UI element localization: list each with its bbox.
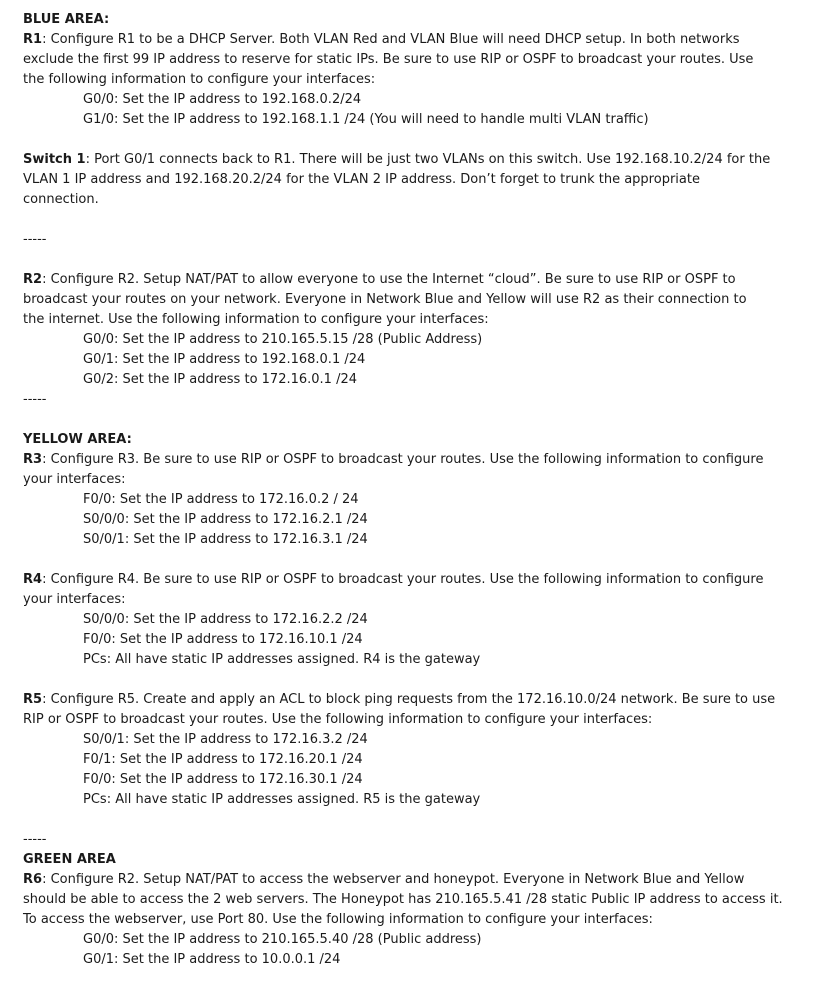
switch1-paragraph-line-3: connection. <box>23 192 99 207</box>
r1-interface-g0-0: G0/0: Set the IP address to 192.168.0.2/24 <box>83 92 362 107</box>
r6-paragraph-line-1: R6: Configure R2. Setup NAT/PAT to access the webserver and honeypot. Everyone in Network Blue and Yellow <box>23 872 745 887</box>
r4-paragraph-line-2: your interfaces: <box>23 592 126 607</box>
r3-label: R3 <box>23 452 43 467</box>
yellow-area-heading: YELLOW AREA: <box>23 432 132 447</box>
r2-label: R2 <box>23 272 43 287</box>
r4-label: R4 <box>23 572 43 587</box>
r4-interface-s0-0-0: S0/0/0: Set the IP address to 172.16.2.2 /24 <box>83 612 368 627</box>
r5-pcs-note: PCs: All have static IP addresses assigned. R5 is the gateway <box>83 792 481 807</box>
switch1-paragraph-line-1: Switch 1: Port G0/1 connects back to R1. There will be just two VLANs on this switch. Use 192.168.10.2/24 for the <box>23 152 771 167</box>
switch1-paragraph-line-2: VLAN 1 IP address and 192.168.20.2/24 for the VLAN 2 IP address. Don’t forget to trunk the appropriate <box>23 172 700 187</box>
r2-paragraph-line-2: broadcast your routes on your network. Everyone in Network Blue and Yellow will use R2 as their connection to <box>23 292 747 307</box>
r3-interface-s0-0-1: S0/0/1: Set the IP address to 172.16.3.1 /24 <box>83 532 368 547</box>
r5-label: R5 <box>23 692 43 707</box>
separator-1: ----- <box>23 232 47 247</box>
r3-paragraph-line-2: your interfaces: <box>23 472 126 487</box>
r5-interface-s0-0-1: S0/0/1: Set the IP address to 172.16.3.2 /24 <box>83 732 368 747</box>
r6-interface-g0-0: G0/0: Set the IP address to 210.165.5.40 /28 (Public address) <box>83 932 482 947</box>
r3-interface-s0-0-0: S0/0/0: Set the IP address to 172.16.2.1 /24 <box>83 512 368 527</box>
blue-area-heading: BLUE AREA: <box>23 12 110 27</box>
r2-interface-g0-1: G0/1: Set the IP address to 192.168.0.1 /24 <box>83 352 366 367</box>
r1-paragraph-line-3: the following information to configure your interfaces: <box>23 72 376 87</box>
r2-paragraph-line-3: the internet. Use the following information to configure your interfaces: <box>23 312 489 327</box>
lab-instructions-document <box>23 10 813 970</box>
r6-paragraph-line-3: To access the webserver, use Port 80. Use the following information to configure your interfaces: <box>23 912 653 927</box>
r5-paragraph-line-2: RIP or OSPF to broadcast your routes. Use the following information to configure your interfaces: <box>23 712 653 727</box>
r2-paragraph-line-1: R2: Configure R2. Setup NAT/PAT to allow everyone to use the Internet “cloud”. Be sure to use RIP or OSPF to <box>23 272 736 287</box>
r2-interface-g0-0: G0/0: Set the IP address to 210.165.5.15 /28 (Public Address) <box>83 332 483 347</box>
r3-interface-f0-0: F0/0: Set the IP address to 172.16.0.2 / 24 <box>83 492 359 507</box>
r6-paragraph-line-2: should be able to access the 2 web servers. The Honeypot has 210.165.5.41 /28 static Public IP address to access it. <box>23 892 783 907</box>
r2-interface-g0-2: G0/2: Set the IP address to 172.16.0.1 /24 <box>83 372 357 387</box>
switch1-label: Switch 1 <box>23 152 86 167</box>
r3-paragraph-line-1: R3: Configure R3. Be sure to use RIP or OSPF to broadcast your routes. Use the following information to configure <box>23 452 764 467</box>
green-area-heading: GREEN AREA <box>23 852 116 867</box>
r4-interface-f0-0: F0/0: Set the IP address to 172.16.10.1 /24 <box>83 632 363 647</box>
separator-3: ----- <box>23 832 47 847</box>
r1-label: R1 <box>23 32 43 47</box>
r1-paragraph-line-2: exclude the first 99 IP address to reserve for static IPs. Be sure to use RIP or OSPF to broadcast your routes. Use <box>23 52 754 67</box>
r1-paragraph-line-1: R1: Configure R1 to be a DHCP Server. Both VLAN Red and VLAN Blue will need DHCP setup. In both networks <box>23 32 740 47</box>
r4-paragraph-line-1: R4: Configure R4. Be sure to use RIP or OSPF to broadcast your routes. Use the following information to configure <box>23 572 764 587</box>
separator-2: ----- <box>23 392 47 407</box>
r5-interface-f0-0: F0/0: Set the IP address to 172.16.30.1 /24 <box>83 772 363 787</box>
r5-interface-f0-1: F0/1: Set the IP address to 172.16.20.1 /24 <box>83 752 363 767</box>
r5-paragraph-line-1: R5: Configure R5. Create and apply an ACL to block ping requests from the 172.16.10.0/24 network. Be sure to use <box>23 692 776 707</box>
r6-label: R6 <box>23 872 43 887</box>
r6-interface-g0-1: G0/1: Set the IP address to 10.0.0.1 /24 <box>83 952 341 967</box>
r4-pcs-note: PCs: All have static IP addresses assigned. R4 is the gateway <box>83 652 481 667</box>
r1-interface-g1-0: G1/0: Set the IP address to 192.168.1.1 /24 (You will need to handle multi VLAN traffic) <box>83 112 649 127</box>
